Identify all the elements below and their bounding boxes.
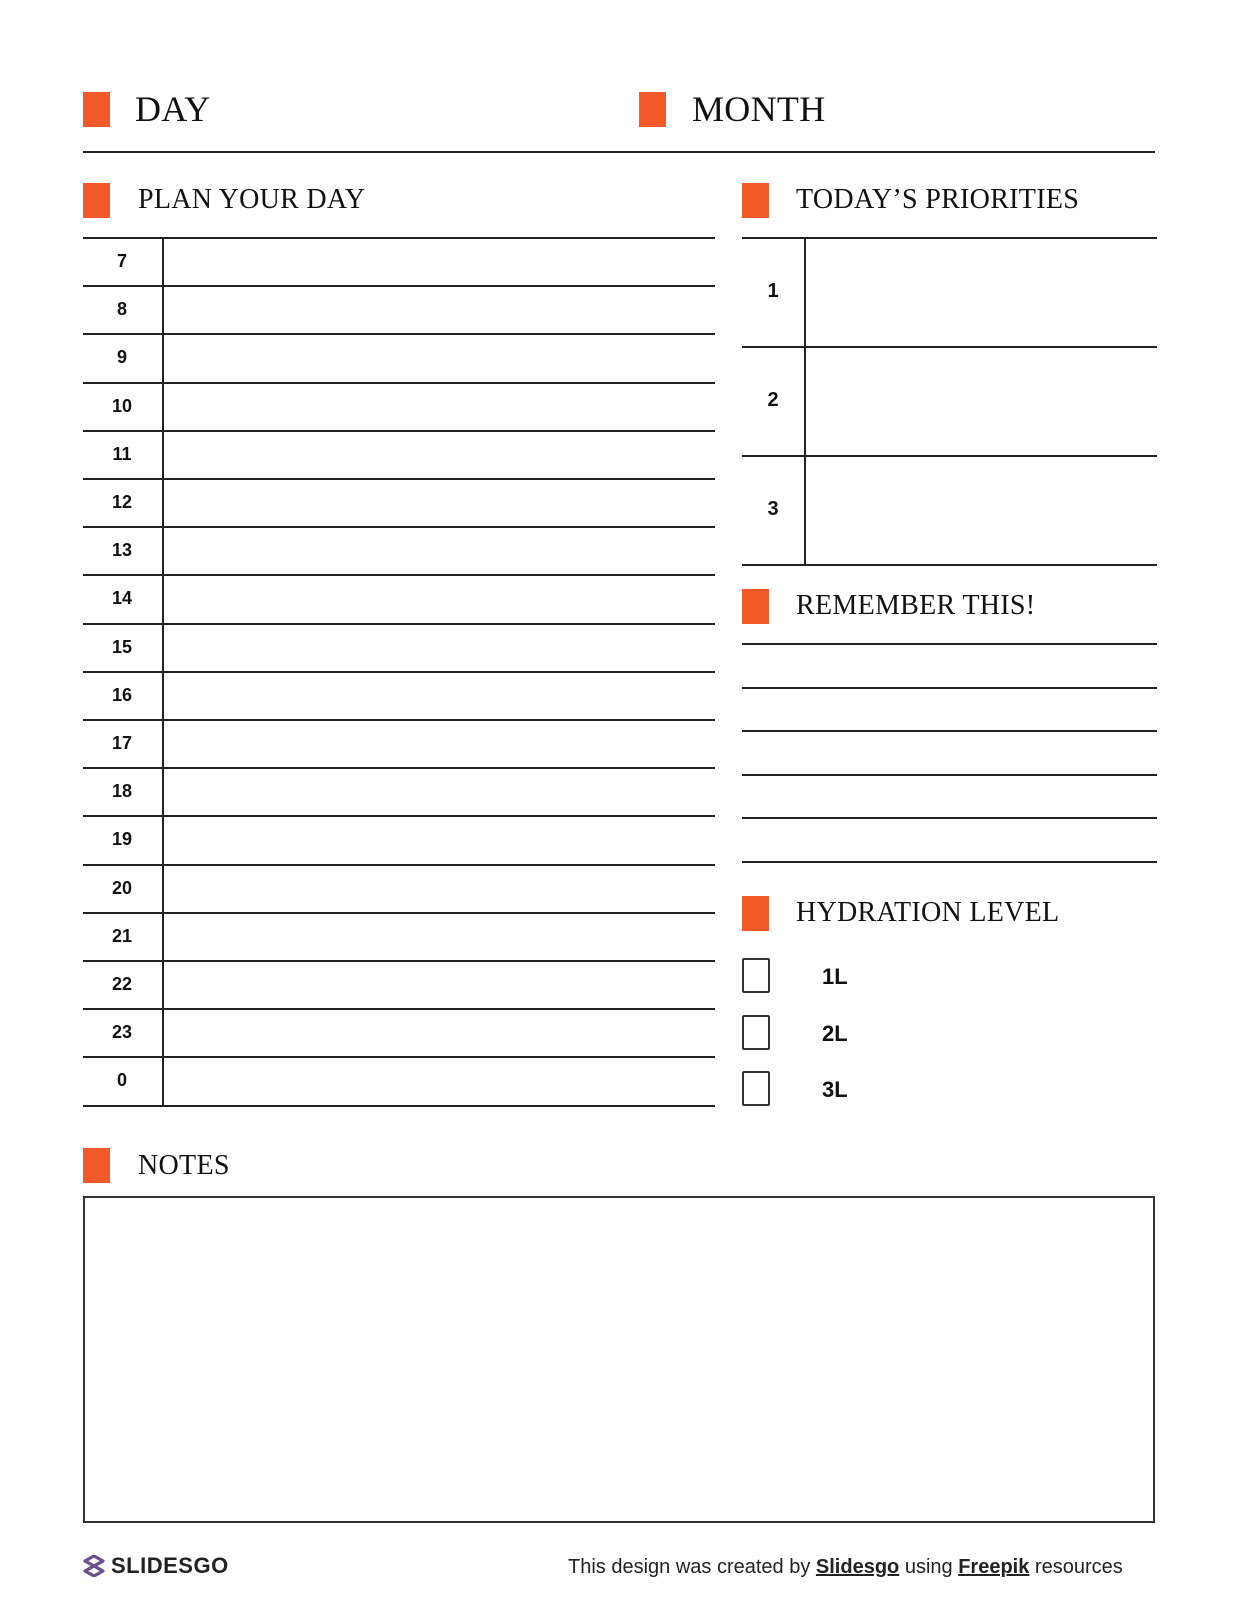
header-divider bbox=[83, 151, 1155, 153]
priority-entry[interactable] bbox=[806, 348, 1157, 455]
accent-square bbox=[742, 183, 769, 218]
priorities-title: TODAY’S PRIORITIES bbox=[796, 184, 1080, 215]
hour-entry[interactable] bbox=[164, 673, 715, 719]
hour-entry[interactable] bbox=[164, 962, 715, 1008]
slidesgo-link[interactable]: Slidesgo bbox=[815, 1556, 900, 1578]
hour-entry[interactable] bbox=[164, 721, 715, 767]
accent-square bbox=[83, 183, 110, 218]
hour-entry[interactable] bbox=[164, 432, 715, 478]
hour-entry[interactable] bbox=[164, 335, 715, 381]
hydration-checkbox[interactable] bbox=[742, 958, 770, 993]
remember-title: REMEMBER THIS! bbox=[796, 590, 1036, 621]
priority-number: 1 bbox=[767, 280, 779, 302]
credit-text bbox=[568, 1556, 1123, 1579]
remember-line[interactable] bbox=[742, 643, 1157, 645]
hydration-checkbox[interactable] bbox=[742, 1071, 770, 1106]
day-label: DAY bbox=[135, 89, 211, 129]
hour-label: 10 bbox=[111, 395, 133, 416]
accent-square bbox=[742, 589, 769, 624]
hour-label: 13 bbox=[111, 540, 133, 561]
hour-entry[interactable] bbox=[164, 817, 715, 863]
credit-prefix: This design was created by bbox=[568, 1556, 816, 1578]
accent-square bbox=[639, 92, 666, 127]
hour-entry[interactable] bbox=[164, 528, 715, 574]
hour-label: 7 bbox=[116, 251, 127, 271]
month-label: MONTH bbox=[692, 89, 826, 129]
slidesgo-logo[interactable] bbox=[83, 1553, 229, 1579]
hour-label: 0 bbox=[116, 1070, 127, 1091]
hour-entry[interactable] bbox=[164, 239, 715, 285]
logo-text: SLIDESGO bbox=[111, 1553, 229, 1578]
column-divider bbox=[804, 237, 806, 564]
hour-entry[interactable] bbox=[164, 769, 715, 815]
hydration-level-label: 2L bbox=[822, 1020, 848, 1046]
hour-label: 22 bbox=[111, 974, 133, 994]
hydration-title: HYDRATION LEVEL bbox=[796, 897, 1060, 928]
hydration-checkbox[interactable] bbox=[742, 1015, 770, 1050]
row-divider bbox=[83, 1105, 715, 1107]
slidesgo-logo-icon bbox=[83, 1555, 105, 1577]
hour-entry[interactable] bbox=[164, 625, 715, 671]
remember-line[interactable] bbox=[742, 687, 1157, 689]
freepik-link[interactable]: Freepik bbox=[958, 1556, 1030, 1578]
remember-line[interactable] bbox=[742, 730, 1157, 732]
hour-entry[interactable] bbox=[164, 576, 715, 622]
hour-label: 16 bbox=[111, 684, 133, 705]
hydration-level-label: 1L bbox=[822, 964, 848, 989]
hour-label: 17 bbox=[111, 733, 133, 753]
hour-label: 14 bbox=[111, 588, 133, 609]
accent-square bbox=[83, 92, 110, 127]
remember-line[interactable] bbox=[742, 774, 1157, 776]
hour-entry[interactable] bbox=[164, 1010, 715, 1056]
accent-square bbox=[83, 1148, 110, 1183]
hour-entry[interactable] bbox=[164, 1058, 715, 1104]
column-divider bbox=[162, 237, 164, 1105]
notes-title: NOTES bbox=[138, 1150, 230, 1181]
hour-entry[interactable] bbox=[164, 480, 715, 526]
priority-entry[interactable] bbox=[806, 457, 1157, 564]
remember-line[interactable] bbox=[742, 861, 1157, 863]
hour-entry[interactable] bbox=[164, 914, 715, 960]
accent-square bbox=[742, 896, 769, 931]
plan-title: PLAN YOUR DAY bbox=[138, 184, 366, 215]
remember-line[interactable] bbox=[742, 817, 1157, 819]
hour-label: 20 bbox=[111, 877, 133, 898]
hour-label: 21 bbox=[111, 925, 133, 946]
hour-label: 12 bbox=[111, 492, 133, 512]
hour-label: 15 bbox=[111, 636, 133, 657]
row-divider bbox=[742, 564, 1157, 566]
priority-number: 2 bbox=[767, 389, 779, 411]
hour-entry[interactable] bbox=[164, 866, 715, 912]
priority-entry[interactable] bbox=[806, 239, 1157, 346]
hydration-level-label: 3L bbox=[822, 1077, 848, 1102]
hour-label: 19 bbox=[111, 829, 133, 850]
credit-suffix: resources bbox=[1029, 1556, 1123, 1578]
hour-entry[interactable] bbox=[164, 287, 715, 333]
hour-label: 18 bbox=[111, 781, 133, 802]
hour-label: 23 bbox=[111, 1022, 133, 1043]
hour-entry[interactable] bbox=[164, 384, 715, 430]
hour-label: 9 bbox=[116, 347, 127, 368]
hour-label: 8 bbox=[116, 299, 127, 320]
hour-label: 11 bbox=[112, 443, 132, 464]
priority-number: 3 bbox=[767, 498, 779, 520]
credit-middle: using bbox=[899, 1556, 959, 1578]
notes-area[interactable] bbox=[83, 1196, 1155, 1523]
